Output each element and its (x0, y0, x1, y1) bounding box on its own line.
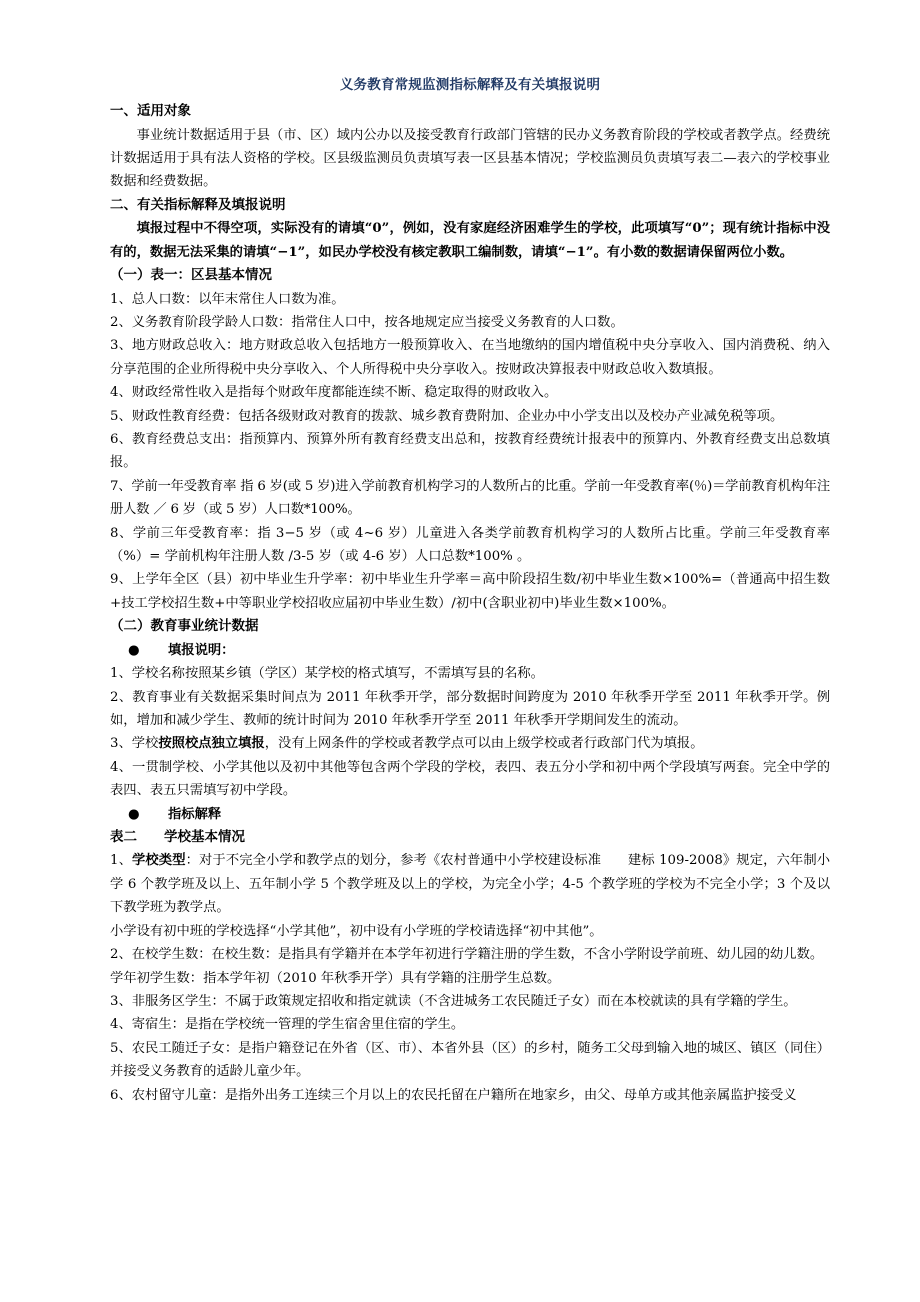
table1-item: 1、总人口数：以年末常住人口数为准。 (110, 291, 345, 307)
bullet-indicator-explanation (110, 803, 830, 826)
item3-prefix: 3、学校 (110, 736, 159, 752)
table2-item: 1、学校名称按照某乡镇（学区）某学校的格式填写，不需填写县的名称。 (110, 666, 544, 682)
table1-item: 9、上学年全区（县）初中毕业生升学率：初中毕业生升学率＝高中阶段招生数/初中毕业生数×100%=（普通高中招生数+技工学校招生数+中等职业学校招收应届初中毕业生数）/初中(含职业初中)毕业生数×100%。 (110, 572, 830, 611)
section-heading-2: 二、有关指标解释及填报说明 (110, 196, 286, 213)
table1-item: 2、义务教育阶段学龄人口数：指常住人口中，按各地规定应当接受义务教育的人口数。 (110, 314, 624, 330)
table2-item: 2、教育事业有关数据采集时间点为 2011 年秋季开学，部分数据时间跨度为 2010 年秋季开学至 2011 年秋季开学。例如，增加和减少学生、教师的统计时间为 2010 年秋季开学至 2011 年秋季开学期间发生的流动。 (110, 689, 830, 728)
section-heading-1: 一、适用对象 (110, 103, 191, 119)
table2-detail-item: 4、寄宿生：是指在学校统一管理的学生宿舍里住宿的学生。 (110, 1017, 465, 1033)
section-1-paragraph: 事业统计数据适用于县（市、区）域内公办以及接受教育行政部门管辖的民办义务教育阶段的学校或者教学点。经费统计数据适用于具有法人资格的学校。区县级监测员负责填写表一区县基本情况；学校监测员负责填写表二—表六的学校事业数据和经费数据。 (110, 127, 830, 190)
detail1-bold: 学校类型 (131, 853, 186, 869)
table2-detail-item: 学年初学生数：指本学年初（2010 年秋季开学）具有学籍的注册学生总数。 (110, 970, 561, 986)
bullet-dot-icon: ● (128, 806, 140, 822)
document-title: 义务教育常规监测指标解释及有关填报说明 (339, 77, 601, 93)
table2-heading: 表二 学校基本情况 (110, 828, 245, 845)
table2-detail-item-1 (110, 849, 830, 919)
detail1-suffix: ：对于不完全小学和教学点的划分，参考《农村普通中小学校建设标准 建标 109-2008》规定，六年制小学 6 个教学班及以上、五年制小学 5 个教学班及以上的学校，为完全小学；4-5 个教学班的学校为不完全小学；3 个及以下教学班为教学点。 (110, 853, 831, 916)
table2-detail-item: 3、非服务区学生：不属于政策规定招收和指定就读（不含进城务工农民随迁子女）而在本校就读的具有学籍的学生。 (110, 993, 797, 1009)
table1-item: 8、学前三年受教育率：指 3−5 岁（或 4~6 岁）儿童进入各类学前教育机构学习的人数所占比重。学前三年受教育率（%）= 学前机构年注册人数 /3-5 岁（或 4-6 岁）人口总数*100% 。 (110, 525, 830, 564)
table2-detail-item: 小学设有初中班的学校选择“小学其他”，初中设有小学班的学校请选择“初中其他”。 (110, 923, 603, 939)
table1-item: 3、地方财政总收入：地方财政总收入包括地方一般预算收入、在当地缴纳的国内增值税中央分享收入、国内消费税、纳入分享范围的企业所得税中央分享收入、个人所得税中央分享收入。按财政决算报表中财政总收入数填报。 (110, 338, 830, 377)
table1-item: 6、教育经费总支出：指预算内、预算外所有教育经费支出总和，按教育经费统计报表中的预算内、外教育经费支出总数填报。 (110, 431, 830, 471)
table1-heading: （一）表一：区县基本情况 (110, 267, 272, 284)
table1-item: 7、学前一年受教育率 指 6 岁(或 5 岁)进入学前教育机构学习的人数所占的比重。学前一年受教育率(％)＝学前教育机构年注册人数 ／ 6 岁（或 5 岁）人口数*100%。 (110, 478, 830, 518)
table2-item-4: 4、一贯制学校、小学其他以及初中其他等包含两个学段的学校，表四、表五分小学和初中两个学段填写两套。完全中学的表四、表五只需填写初中学段。 (110, 759, 830, 799)
table1-item: 4、财政经常性收入是指每个财政年度都能连续不断、稳定取得的财政收入。 (110, 385, 558, 401)
section-2-paragraph: 填报过程中不得空项，实际没有的请填“0”，例如，没有家庭经济困难学生的学校，此项填写“0”；现有统计指标中没有的，数据无法采集的请填“−1”，如民办学校没有核定教职工编制数，请填“−1”。有小数的数据请保留两位小数。 (110, 221, 830, 260)
bullet-dot-icon: ● (128, 642, 140, 658)
bullet-fill-instructions (110, 639, 830, 662)
item3-bold: 按照校点独立填报 (158, 736, 265, 752)
table2-detail-item: 2、在校学生数：在校生数：是指具有学籍并在本学年初进行学籍注册的学生数，不含小学附设学前班、幼儿园的幼儿数。 (110, 947, 824, 963)
detail1-prefix: 1、 (110, 853, 132, 869)
item3-suffix: ，没有上网条件的学校或者教学点可以由上级学校或者行政部门代为填报。 (264, 736, 704, 752)
table2-section-heading: （二）教育事业统计数据 (110, 618, 259, 635)
table2-detail-item: 6、农村留守儿童：是指外出务工连续三个月以上的农民托留在户籍所在地家乡，由父、母单方或其他亲属监护接受义 (110, 1087, 797, 1103)
table2-item-3 (110, 732, 830, 755)
bullet-label: 填报说明： (168, 642, 235, 658)
table2-detail-item: 5、农民工随迁子女：是指户籍登记在外省（区、市）、本省外县（区）的乡村，随务工父母到输入地的城区、镇区（同住）并接受义务教育的适龄儿童少年。 (110, 1040, 830, 1080)
table1-item: 5、财政性教育经费：包括各级财政对教育的拨款、城乡教育费附加、企业办中小学支出以及校办产业减免税等项。 (110, 408, 784, 424)
bullet-label: 指标解释 (168, 806, 222, 822)
